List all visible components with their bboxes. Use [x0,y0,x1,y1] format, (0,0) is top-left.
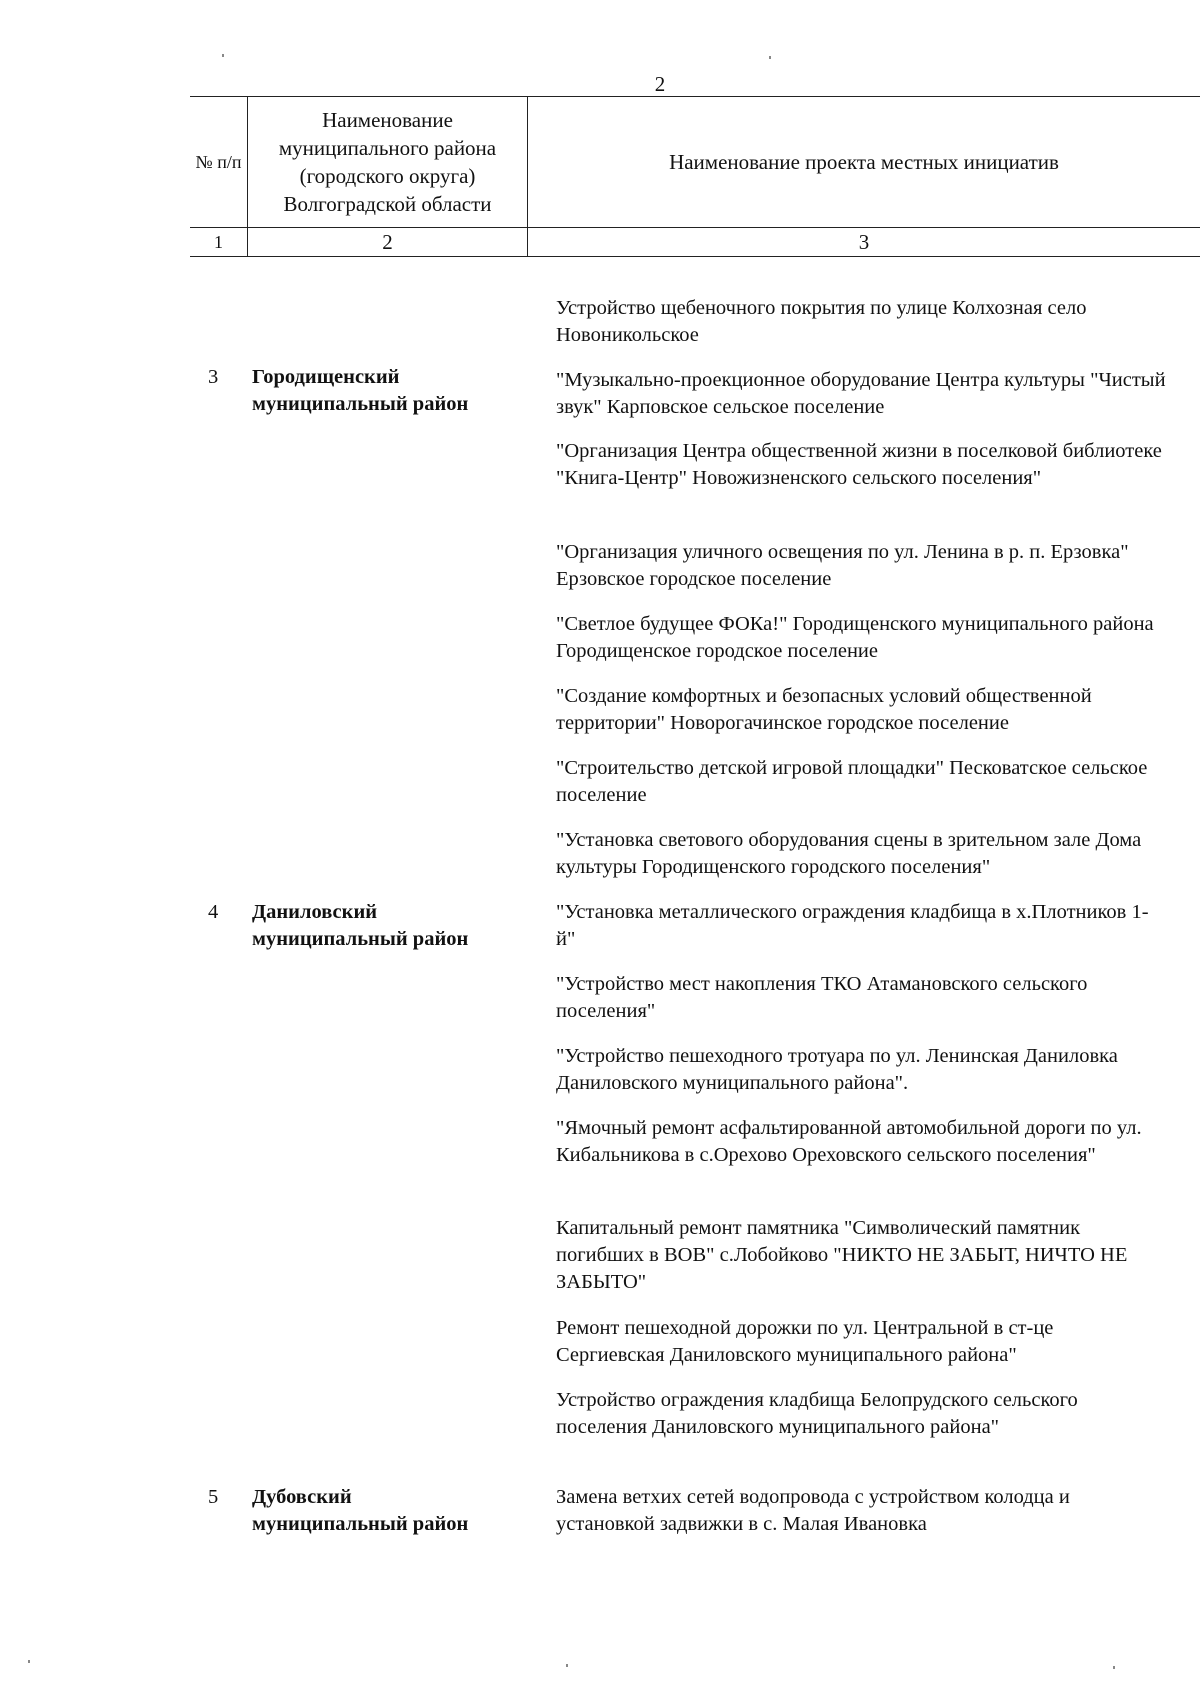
page-number: 2 [654,72,666,96]
scan-speck [222,54,224,57]
district-number: 3 [208,366,219,388]
district-number: 5 [208,1486,219,1508]
header-num-3: 3 [528,228,1200,257]
project-item: "Устройство пешеходного тротуара по ул. Ленинская Даниловка Даниловского муниципального района". [556,1045,1118,1094]
district-number: 4 [208,901,219,923]
project-item: "Создание комфортных и безопасных условий общественной территории" Новорогачинское городское поселение [556,685,1092,734]
header-col-project: Наименование проекта местных инициатив [528,97,1200,228]
district-name: Дубовский муниципальный район [252,1486,469,1535]
project-item: "Строительство детской игровой площадки" Песковатское сельское поселение [556,757,1148,806]
project-item: "Установка светового оборудования сцены в зрительном зале Дома культуры Городищенского городского поселения" [556,829,1142,878]
district-name: Даниловский муниципальный район [252,901,469,950]
project-item: "Ямочный ремонт асфальтированной автомобильной дороги по ул. Кибальникова в с.Орехово Ореховского сельского поселения" [556,1117,1142,1166]
project-item: Устройство щебеночного покрытия по улице Колхозная село Новоникольское [556,297,1087,346]
project-item: "Установка металлического ограждения кладбища в х.Плотников 1-й" [556,901,1149,950]
header-num-2: 2 [248,228,528,257]
project-item: "Организация Центра общественной жизни в поселковой библиотеке "Книга-Центр" Новожизненского сельского поселения" [556,440,1162,489]
project-item: Замена ветхих сетей водопровода с устройством колодца и установкой задвижки в с. Малая Ивановка [556,1486,1070,1535]
table-header [190,96,1200,257]
header-col-district: Наименование муниципального района (городского округа) Волгоградской области [248,97,528,228]
header-col-number: № п/п [190,97,248,228]
district-name: Городищенский муниципальный район [252,366,469,415]
scan-speck [769,56,771,59]
project-item: "Устройство мест накопления ТКО Атамановского сельского поселения" [556,973,1088,1022]
scan-speck [1113,1666,1115,1669]
scan-speck [28,1660,30,1663]
project-item: Капитальный ремонт памятника "Символический памятник погибших в ВОВ" с.Лобойково "НИКТО НЕ ЗАБЫТ, НИЧТО НЕ ЗАБЫТО" [556,1217,1128,1293]
project-item: Ремонт пешеходной дорожки по ул. Центральной в ст-це Сергиевская Даниловского муниципального района" [556,1317,1054,1366]
project-item: "Светлое будущее ФОКа!" Городищенского муниципального района Городищенское городское поселение [556,613,1154,662]
header-num-1: 1 [190,228,248,257]
scan-speck [566,1664,568,1667]
project-item: Устройство ограждения кладбища Белопрудского сельского поселения Даниловского муниципального района" [556,1389,1078,1438]
project-item: "Организация уличного освещения по ул. Ленина в р. п. Ерзовка" Ерзовское городское поселение [556,541,1129,590]
project-item: "Музыкально-проекционное оборудование Центра культуры "Чистый звук" Карповское сельское поселение [556,369,1166,418]
